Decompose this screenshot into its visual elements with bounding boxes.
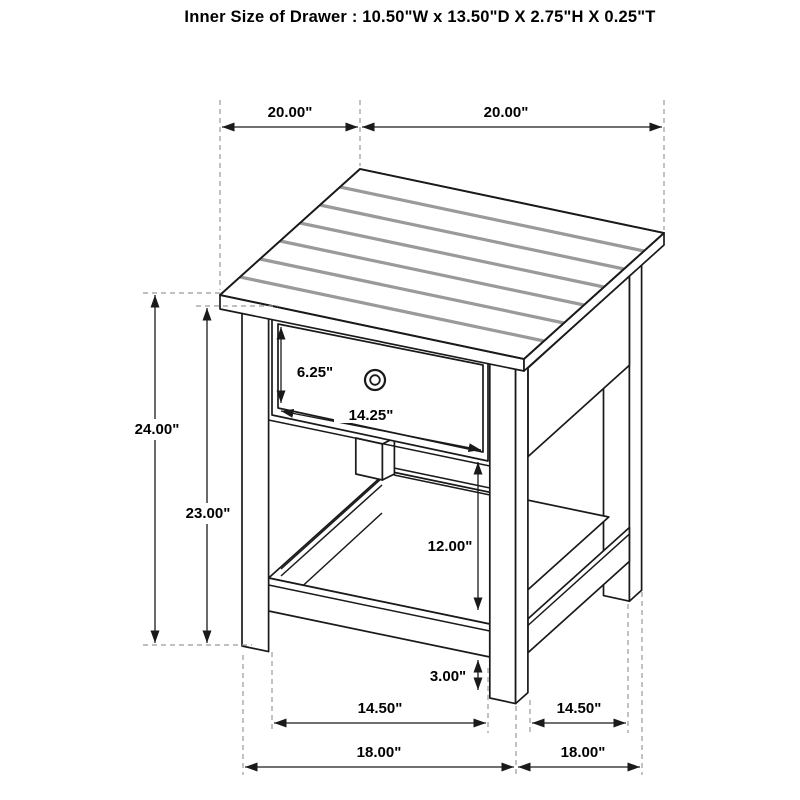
- drawing-title: Inner Size of Drawer : 10.50"W x 13.50"D X 2.75"H X 0.25"T: [184, 8, 656, 26]
- svg-text:18.00": 18.00": [356, 744, 402, 761]
- dimension-front-inner-width: [274, 700, 486, 723]
- svg-text:18.00": 18.00": [560, 744, 606, 761]
- front-right-leg: [490, 353, 528, 704]
- svg-text:3.00": 3.00": [429, 668, 467, 685]
- dimension-side-inner-depth: [532, 700, 626, 723]
- dimension-rail-to-floor: [430, 660, 478, 690]
- front-left-leg: [242, 307, 269, 652]
- dimension-front-outer-width: [245, 744, 514, 767]
- dimension-leg-height: [176, 308, 240, 643]
- svg-text:20.00": 20.00": [267, 104, 313, 121]
- svg-text:20.00": 20.00": [483, 104, 529, 121]
- dimension-side-outer-depth: [518, 744, 640, 767]
- svg-text:14.50": 14.50": [357, 700, 403, 717]
- drawer-knob-inner: [370, 375, 380, 385]
- dimension-overall-height: [125, 295, 189, 643]
- svg-text:24.00": 24.00": [134, 421, 180, 438]
- svg-text:23.00": 23.00": [185, 505, 231, 522]
- svg-text:14.50": 14.50": [556, 700, 602, 717]
- svg-text:14.25": 14.25": [348, 407, 394, 424]
- dimension-top-width: [362, 104, 662, 127]
- svg-text:12.00": 12.00": [427, 538, 473, 555]
- dimension-top-depth: [222, 104, 358, 127]
- svg-text:6.25": 6.25": [296, 364, 334, 381]
